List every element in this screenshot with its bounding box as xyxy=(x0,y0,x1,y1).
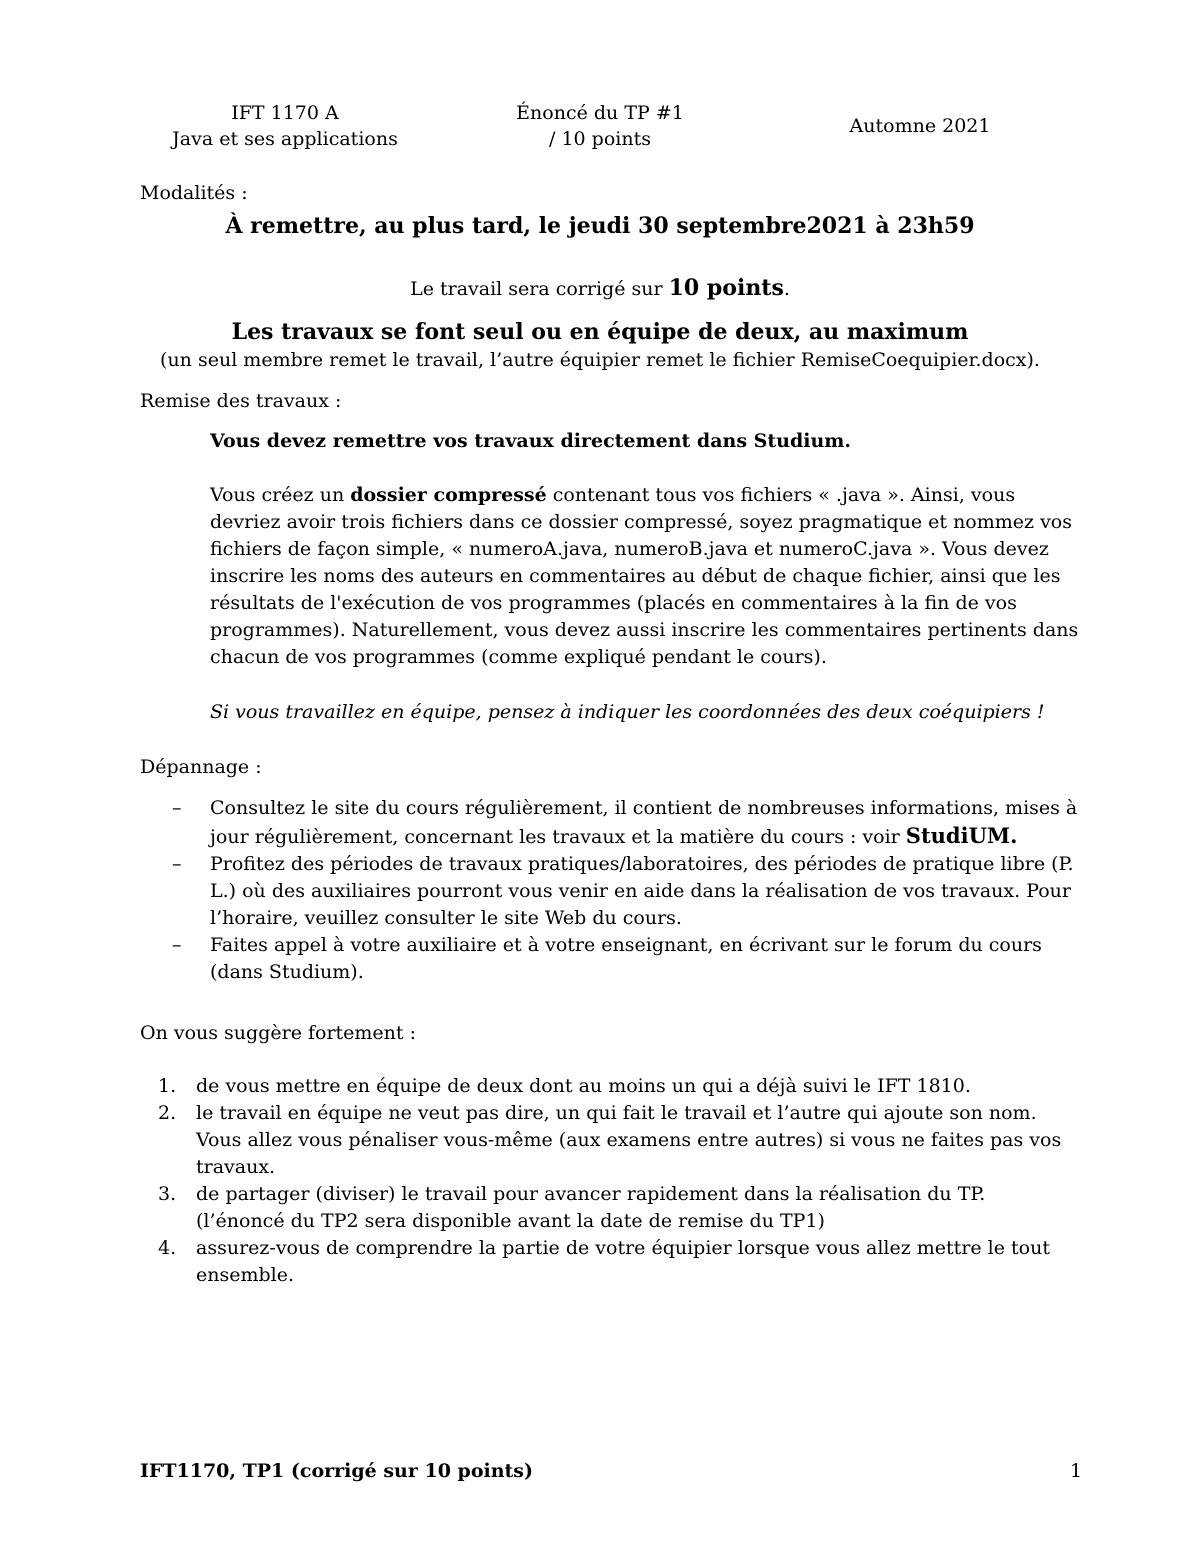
suggestion-text: le travail en équipe ne veut pas dire, un qui fait le travail et l’autre qui ajoute son nom. Vous allez vous pénaliser vous-même (aux examens entre autres) si vous ne faites pas vos travaux. xyxy=(196,1102,1062,1178)
dash-icon: – xyxy=(172,797,182,819)
doc-points: / 10 points xyxy=(549,128,651,150)
list-item xyxy=(142,1073,1087,1100)
grading-line xyxy=(60,273,1140,304)
team-note: (un seul membre remet le travail, l’autre équipier remet le fichier RemiseCoequipier.docx). xyxy=(160,349,1040,371)
dash-icon: – xyxy=(172,853,182,875)
list-number: 4. xyxy=(158,1237,177,1259)
list-item xyxy=(142,1100,1087,1181)
remise-para-prefix: Vous créez un xyxy=(210,484,351,506)
list-number: 3. xyxy=(158,1183,177,1205)
remise-paragraph xyxy=(210,482,1085,671)
team-heading: Les travaux se font seul ou en équipe de deux, au maximum xyxy=(231,319,969,345)
modalites-label: Modalités : xyxy=(140,182,248,204)
suggestion-text: de partager (diviser) le travail pour avancer rapidement dans la réalisation du TP. xyxy=(196,1183,986,1205)
grading-prefix: Le travail sera corrigé sur xyxy=(410,278,669,300)
suggestion-note: (l’énoncé du TP2 sera disponible avant la date de remise du TP1) xyxy=(196,1210,825,1232)
grading-suffix: . xyxy=(783,278,790,300)
course-name: Java et ses applications xyxy=(172,128,398,150)
term: Automne 2021 xyxy=(849,115,991,137)
list-number: 2. xyxy=(158,1102,177,1124)
remise-italic-line: Si vous travaillez en équipe, pensez à indiquer les coordonnées des deux coéquipiers ! xyxy=(210,701,1045,723)
suggestions-list xyxy=(142,1073,1087,1289)
depannage-label: Dépannage : xyxy=(140,756,262,778)
list-item xyxy=(142,795,1087,851)
remise-label: Remise des travaux : xyxy=(140,390,342,412)
course-code: IFT 1170 A xyxy=(231,102,339,124)
list-item xyxy=(142,1235,1087,1289)
page-number: 1 xyxy=(1070,1460,1083,1482)
deadline-heading: À remettre, au plus tard, le jeudi 30 septembre2021 à 23h59 xyxy=(225,213,975,239)
doc-title: Énoncé du TP #1 xyxy=(516,102,684,124)
remise-bold-line: Vous devez remettre vos travaux directement dans Studium. xyxy=(210,430,851,452)
list-number: 1. xyxy=(158,1075,177,1097)
grading-points: 10 points xyxy=(668,275,784,301)
depannage-item2-text: Profitez des périodes de travaux pratiques/laboratoires, des périodes de pratique libre (P. L.) où des auxiliaires pourront vous venir en aide dans la réalisation de vos travaux. Pour l’horaire, veuillez consulter le site Web du cours. xyxy=(210,853,1074,929)
depannage-item1-text: Consultez le site du cours régulièrement, il contient de nombreuses informations, mises à jour régulièrement, concernant les travaux et la matière du cours : voir xyxy=(210,797,1078,848)
depannage-item3-text: Faites appel à votre auxiliaire et à votre enseignant, en écrivant sur le forum du cours (dans Studium). xyxy=(210,934,1042,983)
header-term xyxy=(770,113,1070,139)
suggestions-label: On vous suggère fortement : xyxy=(140,1022,416,1044)
header-course xyxy=(140,100,430,152)
list-item xyxy=(142,851,1087,932)
remise-para-rest: contenant tous vos fichiers « .java ». Ainsi, vous devriez avoir trois fichiers dans ce dossier compressé, soyez pragmatique et nommez vos fichiers de façon simple, « numeroA.java, numeroB.java et numeroC.java ». Vous devez inscrire les noms des auteurs en commentaires au début de chaque fichier, ainsi que les résultats de l'exécution de vos programmes (placés en commentaires à la fin de vos programmes). Naturellement, vous devez aussi inscrire les commentaires pertinents dans chacun de vos programmes (comme expliqué pendant le cours). xyxy=(210,484,1079,668)
studium-link[interactable]: StudiUM. xyxy=(905,823,1018,848)
dash-icon: – xyxy=(172,934,182,956)
list-item xyxy=(142,1181,1087,1235)
suggestion-text: de vous mettre en équipe de deux dont au moins un qui a déjà suivi le IFT 1810. xyxy=(196,1075,971,1097)
depannage-list xyxy=(142,795,1087,986)
remise-para-bold: dossier compressé xyxy=(350,484,547,506)
list-item xyxy=(142,932,1087,986)
footer-title: IFT1170, TP1 (corrigé sur 10 points) xyxy=(140,1460,533,1482)
suggestion-text: assurez-vous de comprendre la partie de votre équipier lorsque vous allez mettre le tout ensemble. xyxy=(196,1237,1050,1286)
header-title xyxy=(455,100,745,152)
